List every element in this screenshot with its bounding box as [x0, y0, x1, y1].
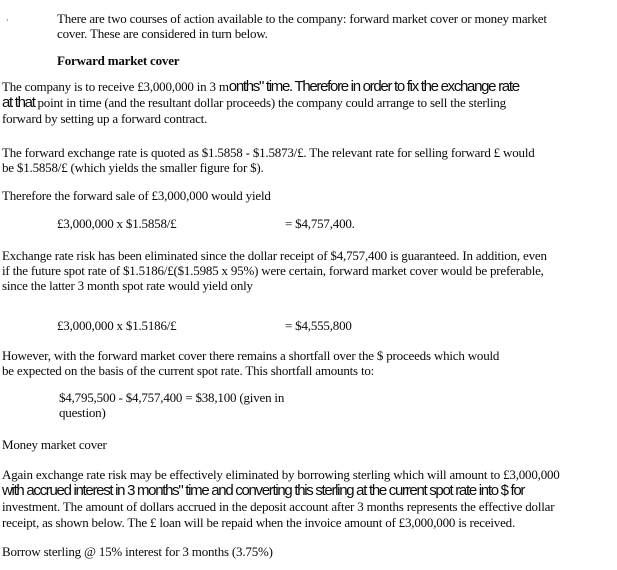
serif-run: The company is to receive £3,000,000 in 3 m: [2, 79, 229, 94]
text-line: question): [59, 405, 106, 420]
shortfall-calculation: [59, 390, 613, 420]
sans-run: at that: [2, 94, 38, 111]
paragraph-risk-eliminated: [2, 248, 613, 293]
equation-lhs: £3,000,000 x $1.5858/£: [57, 216, 177, 231]
text-line: [2, 95, 613, 111]
text-line: [2, 499, 613, 515]
serif-run: forward by setting up a forward contract.: [2, 111, 208, 126]
equation-future-spot: [57, 318, 613, 333]
text-line: be expected on the basis of the current spot rate. This shortfall amounts to:: [2, 363, 375, 378]
heading-forward-market-cover: Forward market cover: [57, 53, 180, 68]
heading-money-market-cover: Money market cover: [2, 437, 107, 452]
text-line: if the future spot rate of $1.5186/£($1.5985 x 95%) were certain, forward market cover would be preferable,: [2, 263, 544, 278]
text-line: There are two courses of action available to the company: forward market cover or money market: [57, 11, 547, 26]
serif-run: point in time (and the resultant dollar proceeds) the company could arrange to sell the sterling: [37, 95, 506, 110]
paragraph-shortfall: [2, 348, 613, 378]
text-line: be $1.5858/£ (which yields the smaller figure for $).: [2, 160, 264, 175]
text-line: [2, 483, 613, 499]
stray-mark: ,: [6, 11, 9, 23]
sans-run: with accrued interest in 3 months" time and converting this sterling at the current spot rate into $ for: [2, 482, 525, 499]
text-line: since the latter 3 month spot rate would yield only: [2, 278, 253, 293]
equation-rhs: = $4,555,800: [285, 318, 352, 333]
equation-lhs: £3,000,000 x $1.5186/£: [57, 318, 177, 333]
sans-run: onths" time. Therefore in order to fix the exchange rate: [228, 78, 519, 95]
text-line: However, with the forward market cover there remains a shortfall over the $ proceeds which would: [2, 348, 500, 363]
text-line: [2, 111, 613, 127]
serif-run: receipt, as shown below. The £ loan will be repaid when the invoice amount of £3,000,000 is received.: [2, 515, 516, 530]
equation-rhs: = $4,757,400.: [285, 216, 355, 231]
text-line: cover. These are considered in turn below.: [57, 26, 268, 41]
paragraph-receive: [2, 79, 613, 127]
text-line: Exchange rate risk has been eliminated since the dollar receipt of $4,757,400 is guaranteed. In addition, even: [2, 248, 547, 263]
paragraph-forward-rate: [2, 145, 613, 175]
text-line: [2, 79, 613, 95]
paragraph-borrow-sterling: Borrow sterling @ 15% interest for 3 months (3.75%): [2, 544, 273, 559]
paragraph-forward-sale: Therefore the forward sale of £3,000,000 would yield: [2, 188, 271, 203]
serif-run: investment. The amount of dollars accrued in the deposit account after 3 months represents the effective dollar: [2, 499, 555, 514]
serif-run: Again exchange rate risk may be effectively eliminated by borrowing sterling which will amount to £3,000,000: [2, 467, 560, 482]
text-line: The forward exchange rate is quoted as $1.5858 - $1.5873/£. The relevant rate for selling forward £ would: [2, 145, 535, 160]
intro-paragraph: [57, 11, 613, 41]
text-line: $4,795,500 - $4,757,400 = $38,100 (given in: [59, 390, 285, 405]
paragraph-money-market: [2, 467, 613, 531]
text-line: [2, 515, 613, 531]
text-line: [2, 467, 613, 483]
equation-forward-sale: [57, 216, 613, 231]
